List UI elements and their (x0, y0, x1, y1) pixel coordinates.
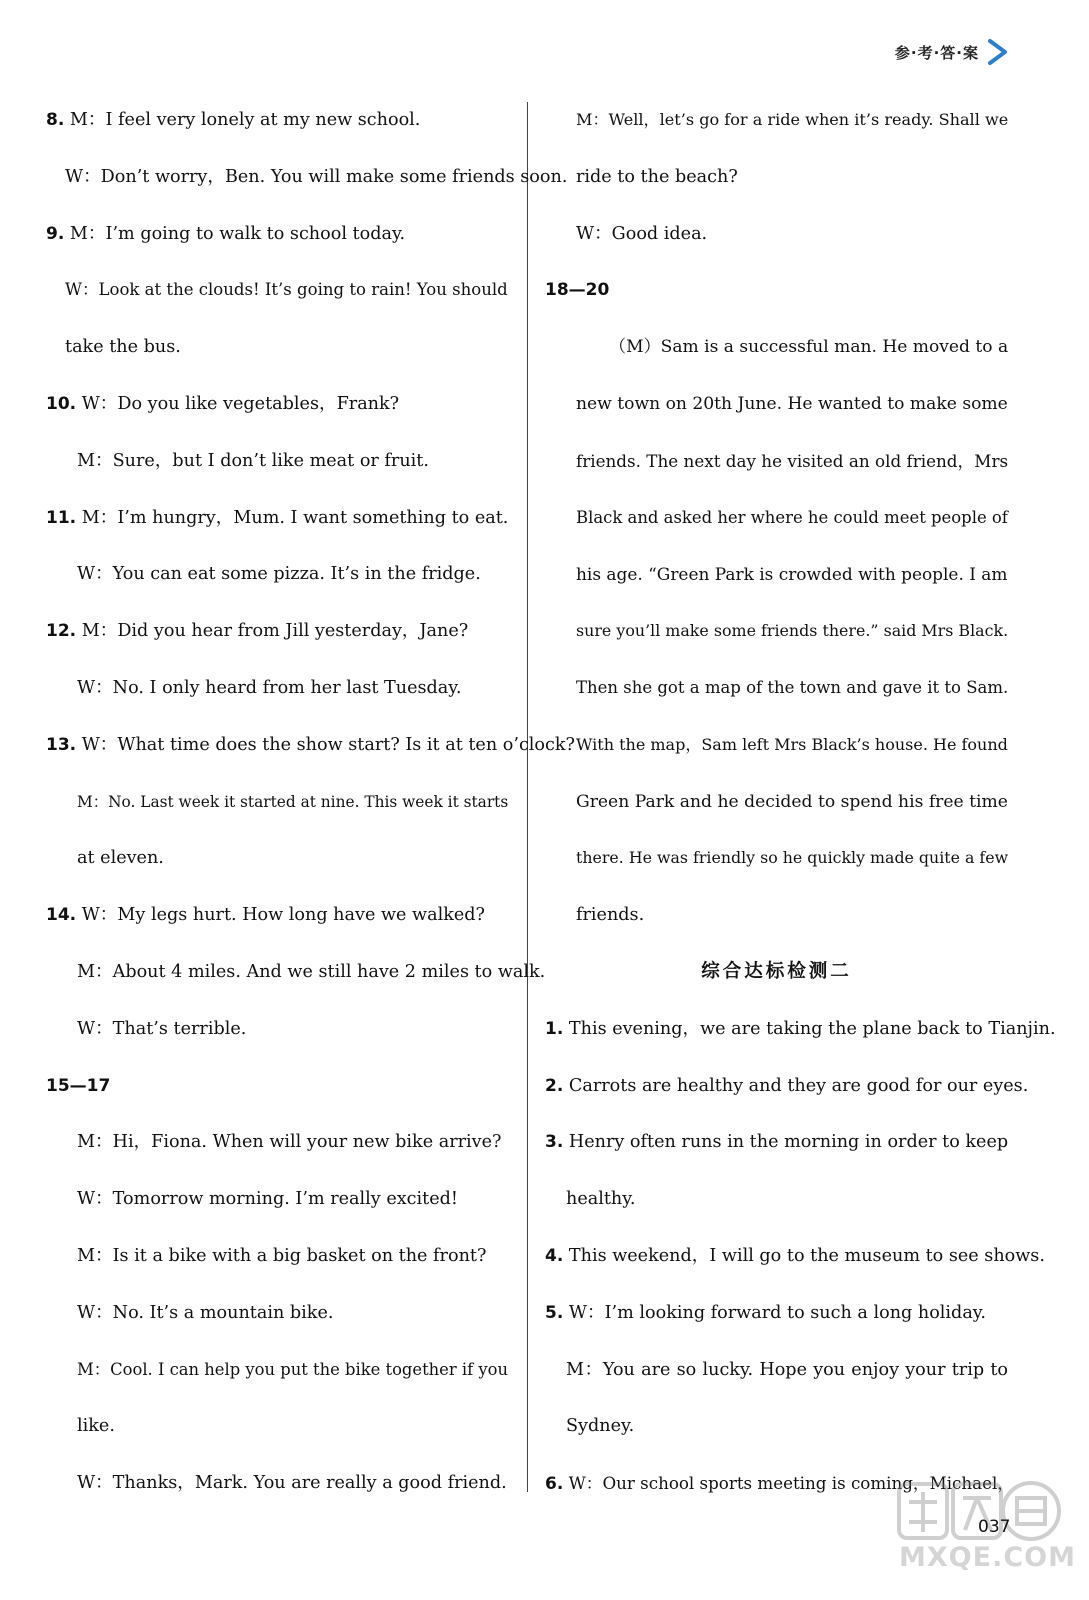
question-number: 4. (545, 1245, 564, 1266)
line-text: This weekend，I will go to the museum to see shows. (568, 1245, 1045, 1266)
chevron-right-icon (985, 38, 1011, 66)
text-line (545, 149, 1008, 206)
question-number: 14. (46, 905, 77, 926)
section-label: 18—20 (545, 280, 610, 301)
text-line (46, 944, 546, 1001)
watermark-seal-icon (895, 1478, 1065, 1548)
page-number: 037 (978, 1517, 1011, 1537)
line-text: Black and asked her where he could meet people of (576, 507, 1008, 527)
line-text: This evening，we are taking the plane back to Tianjin. (568, 1018, 1056, 1039)
text-line (545, 774, 1008, 831)
text-line (46, 1001, 508, 1058)
text-line (545, 546, 1008, 603)
text-line (46, 830, 508, 887)
line-text: M：Sure，but I don’t like meat or fruit. (77, 450, 429, 471)
question-number: 3. (545, 1132, 564, 1153)
line-text: his age. “Green Park is crowded with people. I am (576, 564, 1008, 585)
line-text: at eleven. (77, 848, 164, 869)
text-line (545, 92, 1008, 149)
question-number: 2. (545, 1075, 564, 1096)
question-number: 1. (545, 1018, 564, 1039)
line-text: M：Is it a bike with a big basket on the front? (77, 1245, 487, 1266)
line-text: M：I’m going to walk to school today. (69, 223, 406, 244)
line-text: M：Cool. I can help you put the bike together if you (77, 1359, 508, 1379)
line-text: W：Thanks，Mark. You are really a good friend. (77, 1473, 507, 1494)
line-text: new town on 20th June. He wanted to make some (576, 393, 1008, 414)
text-line (545, 1114, 1008, 1171)
text-line (46, 1285, 508, 1342)
text-line (545, 376, 1008, 433)
line-text: W：Look at the clouds! It’s going to rain! You should (65, 280, 508, 300)
text-line (46, 206, 508, 263)
text-line (46, 149, 568, 206)
question-number: 9. (46, 223, 65, 244)
question-number: 10. (46, 393, 77, 414)
line-text: W：My legs hurt. How long have we walked? (81, 905, 485, 926)
line-text: W：You can eat some pizza. It’s in the fridge. (77, 564, 481, 585)
line-text: W：No. It’s a mountain bike. (77, 1302, 334, 1323)
section-heading (46, 1058, 508, 1115)
line-text: W：Our school sports meeting is coming，Michael， (568, 1473, 1014, 1494)
text-line (545, 1058, 1029, 1115)
text-line (46, 887, 508, 944)
text-line (46, 603, 508, 660)
text-line (545, 717, 1008, 774)
line-text: M：I feel very lonely at my new school. (69, 110, 421, 130)
section-heading (545, 262, 1008, 319)
watermark-logo (895, 1478, 1076, 1596)
text-line (545, 490, 1008, 547)
line-text: take the bus. (65, 337, 181, 358)
line-text: Green Park and he decided to spend his free time (576, 791, 1008, 812)
right-column (545, 92, 1056, 1512)
column-divider (527, 102, 528, 1492)
text-line (545, 1171, 1008, 1228)
text-line (545, 1228, 1045, 1285)
line-text: there. He was friendly so he quickly made quite a few (576, 848, 1009, 868)
text-line (46, 717, 575, 774)
text-line (545, 206, 1008, 263)
text-line (545, 1001, 1056, 1058)
text-line (545, 1398, 1008, 1455)
line-text: M：I’m hungry，Mum. I want something to eat. (81, 507, 509, 528)
watermark-text: MXQE.COM (899, 1542, 1076, 1573)
line-text: like. (77, 1416, 115, 1437)
line-text: Henry often runs in the morning in order to keep (568, 1132, 1009, 1153)
question-number: 8. (46, 110, 65, 130)
section-label: 15—17 (46, 1075, 111, 1096)
line-text: W：I’m looking forward to such a long holiday. (568, 1302, 987, 1323)
line-text: sure you’ll make some friends there.” said Mrs Black. (576, 621, 1009, 641)
line-text: M：Well，let’s go for a ride when it’s ready. Shall we (576, 110, 1009, 129)
line-text: M：About 4 miles. And we still have 2 miles to walk. (77, 961, 546, 982)
line-text: （M）Sam is a successful man. He moved to a (609, 337, 1009, 358)
text-line (46, 1171, 508, 1228)
line-text: Sydney. (566, 1416, 635, 1437)
text-line (545, 1342, 1008, 1399)
left-column (46, 92, 575, 1512)
line-text: W：Good idea. (576, 223, 708, 244)
question-number: 12. (46, 621, 77, 642)
text-line (46, 319, 508, 376)
line-text: Then she got a map of the town and gave it to Sam. (576, 677, 1009, 697)
text-line (46, 262, 508, 319)
line-text: friends. The next day he visited an old friend，Mrs (576, 450, 1009, 471)
line-text: M：Did you hear from Jill yesterday，Jane? (81, 621, 469, 642)
question-number: 11. (46, 507, 77, 528)
line-text: With the map，Sam left Mrs Black’s house. He found (576, 734, 1008, 754)
line-text: healthy. (566, 1189, 636, 1210)
line-text: W：What time does the show start? Is it at ten o’clock? (81, 734, 575, 755)
text-line (545, 887, 1008, 944)
question-number: 13. (46, 734, 77, 755)
question-number: 5. (545, 1302, 564, 1323)
line-text: W：No. I only heard from her last Tuesday. (77, 677, 462, 698)
line-text: W：Do you like vegetables，Frank? (81, 393, 400, 414)
header-title: 参·考·答·案 (894, 43, 979, 62)
running-header (895, 38, 1011, 66)
question-number: 6. (545, 1474, 564, 1495)
text-line (46, 774, 508, 831)
line-text: Carrots are healthy and they are good for our eyes. (568, 1075, 1029, 1096)
text-line (46, 1398, 508, 1455)
text-line (46, 546, 508, 603)
text-line (46, 1228, 508, 1285)
text-line (46, 1342, 508, 1399)
test-title-text: 综合达标检测二 (701, 960, 852, 982)
line-text: W：Tomorrow morning. I’m really excited! (77, 1189, 458, 1210)
text-line (545, 433, 1008, 490)
text-line (46, 92, 508, 149)
text-line (545, 1285, 1008, 1342)
text-line (46, 660, 508, 717)
text-line (545, 603, 1008, 660)
text-line (46, 490, 508, 547)
text-line (545, 830, 1008, 887)
text-line (46, 1114, 508, 1171)
line-text: ride to the beach? (576, 166, 738, 187)
text-line (46, 1455, 508, 1512)
text-line (545, 319, 1008, 376)
line-text: M：You are so lucky. Hope you enjoy your trip to (566, 1359, 1008, 1380)
line-text: W：That’s terrible. (77, 1018, 247, 1039)
text-line (46, 433, 508, 490)
line-text: W：Don’t worry，Ben. You will make some friends soon. (65, 166, 568, 187)
text-line (46, 376, 508, 433)
test-title (545, 944, 1008, 1001)
line-text: friends. (576, 905, 645, 926)
text-line (545, 660, 1008, 717)
line-text: M：Hi，Fiona. When will your new bike arrive? (77, 1132, 502, 1153)
line-text: M：No. Last week it started at nine. This week it starts (77, 792, 509, 811)
